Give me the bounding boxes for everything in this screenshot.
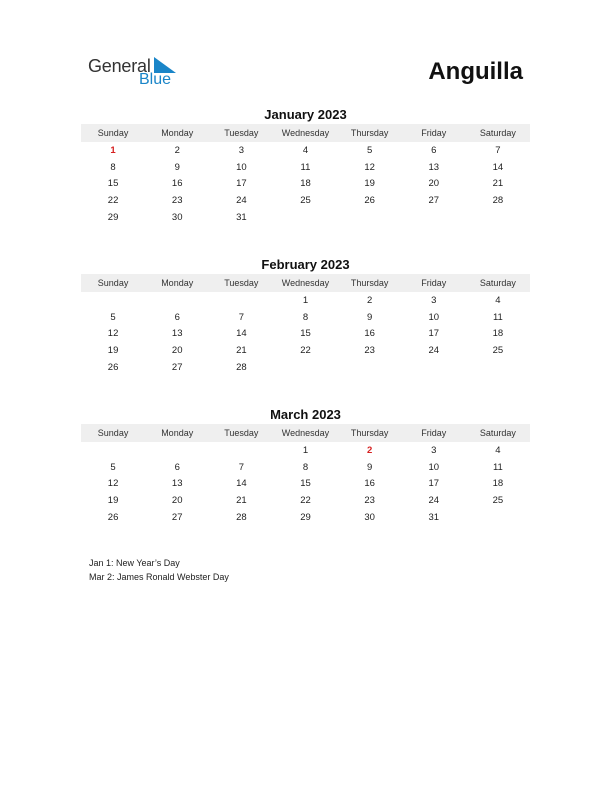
month-title: March 2023: [270, 407, 341, 422]
week-row: [81, 309, 530, 326]
date-cell: 13: [428, 161, 440, 173]
date-cell: 21: [236, 495, 247, 507]
date-cell: 26: [107, 362, 119, 374]
weekday-label: Thursday: [350, 128, 389, 138]
week-row: [81, 209, 530, 226]
date-cell: 15: [107, 178, 119, 190]
date-cell: 15: [300, 328, 311, 340]
date-cell: 17: [428, 478, 440, 490]
date-cell: 5: [110, 311, 116, 323]
date-cell: 18: [492, 478, 504, 490]
date-cell: 11: [492, 311, 503, 323]
date-cell: 28: [236, 362, 247, 374]
month-february: [81, 256, 530, 376]
month-march: [81, 406, 530, 526]
date-cell: 9: [366, 461, 373, 473]
date-cell: 1: [302, 444, 309, 456]
weekday-label: Friday: [421, 128, 447, 138]
country-title: Anguilla: [428, 58, 523, 85]
weekday-label: Monday: [161, 128, 194, 138]
week-row: [81, 359, 530, 376]
weekday-label: Friday: [421, 278, 447, 288]
date-cell: 11: [492, 461, 503, 473]
week-row: [81, 476, 530, 493]
date-cell: 3: [431, 294, 437, 306]
date-cell: 2: [366, 294, 373, 306]
date-cell: 10: [428, 311, 440, 323]
date-cell: 16: [364, 478, 375, 490]
date-cell: 25: [492, 345, 504, 357]
holiday-notes: [89, 556, 229, 584]
date-cell: 12: [107, 328, 119, 340]
date-cell: 1: [302, 294, 309, 306]
date-cell: 26: [107, 512, 119, 524]
date-cell: 21: [492, 178, 504, 190]
date-cell: 5: [366, 144, 373, 156]
weekday-label: Sunday: [97, 278, 129, 288]
weekday-label: Monday: [161, 278, 194, 288]
date-cell: 23: [171, 195, 183, 207]
date-cell: 23: [364, 495, 375, 507]
week-row: [81, 292, 530, 309]
month-title: January 2023: [264, 107, 347, 122]
date-cell: 16: [171, 178, 183, 190]
holiday-note: Jan 1: New Year’s Day: [89, 558, 180, 568]
date-cell: 31: [236, 212, 247, 224]
date-cell: 30: [171, 212, 183, 224]
date-cell: 8: [110, 161, 116, 173]
date-cell: 19: [364, 178, 375, 190]
date-cell: 29: [107, 212, 119, 224]
month-title: February 2023: [261, 257, 350, 272]
holiday-note: Mar 2: James Ronald Webster Day: [89, 572, 229, 582]
date-cell: 9: [174, 161, 180, 173]
holiday-date-cell: 1: [110, 144, 116, 156]
date-cell: 19: [107, 495, 119, 507]
date-cell: 22: [300, 345, 311, 357]
weekday-label: Saturday: [479, 128, 516, 138]
date-cell: 14: [236, 328, 247, 340]
week-row: [81, 192, 530, 209]
weekday-header-row: [81, 424, 530, 442]
date-cell: 29: [300, 512, 311, 524]
week-row: [81, 176, 530, 193]
date-cell: 14: [236, 478, 247, 490]
week-row: [81, 492, 530, 509]
date-cell: 7: [238, 311, 244, 323]
logo-general-text: General: [88, 56, 151, 76]
weekday-label: Saturday: [479, 428, 516, 438]
date-cell: 27: [428, 195, 440, 207]
week-row: [81, 342, 530, 359]
date-cell: 22: [107, 195, 119, 207]
weekday-label: Wednesday: [281, 128, 330, 138]
date-cell: 6: [431, 144, 437, 156]
date-cell: 31: [428, 512, 440, 524]
weekday-header-row: [81, 124, 530, 142]
date-cell: 12: [107, 478, 119, 490]
date-cell: 11: [300, 161, 311, 173]
date-cell: 3: [238, 144, 244, 156]
weekday-label: Tuesday: [224, 278, 259, 288]
weekday-label: Thursday: [350, 278, 389, 288]
date-cell: 6: [174, 461, 180, 473]
week-row: [81, 442, 530, 459]
date-cell: 25: [300, 195, 311, 207]
date-cell: 10: [236, 161, 247, 173]
week-row: [81, 459, 530, 476]
date-cell: 28: [236, 512, 247, 524]
weekday-label: Sunday: [97, 428, 129, 438]
date-cell: 13: [171, 328, 183, 340]
date-cell: 22: [300, 495, 311, 507]
date-cell: 8: [302, 461, 309, 473]
date-cell: 10: [428, 461, 440, 473]
date-cell: 23: [364, 345, 375, 357]
date-cell: 5: [110, 461, 116, 473]
week-row: [81, 142, 530, 159]
date-cell: 14: [492, 161, 504, 173]
date-cell: 28: [492, 195, 504, 207]
week-row: [81, 326, 530, 343]
date-cell: 2: [174, 144, 180, 156]
date-cell: 20: [171, 345, 183, 357]
date-cell: 13: [171, 478, 183, 490]
date-cell: 19: [107, 345, 119, 357]
week-row: [81, 509, 530, 526]
date-cell: 9: [366, 311, 373, 323]
date-cell: 17: [428, 328, 440, 340]
date-cell: 24: [428, 495, 440, 507]
date-cell: 6: [174, 311, 180, 323]
weekday-label: Tuesday: [224, 128, 259, 138]
weekday-label: Wednesday: [281, 278, 330, 288]
date-cell: 30: [364, 512, 375, 524]
date-cell: 18: [492, 328, 504, 340]
date-cell: 17: [236, 178, 247, 190]
date-cell: 4: [495, 444, 501, 456]
weekday-label: Thursday: [350, 428, 389, 438]
date-cell: 20: [428, 178, 440, 190]
date-cell: 8: [302, 311, 309, 323]
holiday-date-cell: 2: [366, 444, 373, 456]
weekday-label: Monday: [161, 428, 194, 438]
date-cell: 12: [364, 161, 375, 173]
date-cell: 27: [171, 512, 183, 524]
date-cell: 20: [171, 495, 183, 507]
date-cell: 7: [238, 461, 244, 473]
weekday-label: Sunday: [97, 128, 129, 138]
date-cell: 3: [431, 444, 437, 456]
week-row: [81, 159, 530, 176]
date-cell: 16: [364, 328, 375, 340]
date-cell: 4: [302, 144, 309, 156]
date-cell: 15: [300, 478, 311, 490]
weekday-label: Wednesday: [281, 428, 330, 438]
date-cell: 24: [236, 195, 247, 207]
date-cell: 4: [495, 294, 501, 306]
weekday-header-row: [81, 274, 530, 292]
logo-blue-text: Blue: [139, 71, 172, 88]
date-cell: 7: [495, 144, 501, 156]
date-cell: 26: [364, 195, 375, 207]
logo: [88, 56, 188, 92]
weekday-label: Friday: [421, 428, 447, 438]
weekday-label: Saturday: [479, 278, 516, 288]
date-cell: 21: [236, 345, 247, 357]
date-cell: 25: [492, 495, 504, 507]
weekday-label: Tuesday: [224, 428, 259, 438]
date-cell: 24: [428, 345, 440, 357]
date-cell: 18: [300, 178, 311, 190]
month-january: [81, 106, 530, 226]
date-cell: 27: [171, 362, 183, 374]
